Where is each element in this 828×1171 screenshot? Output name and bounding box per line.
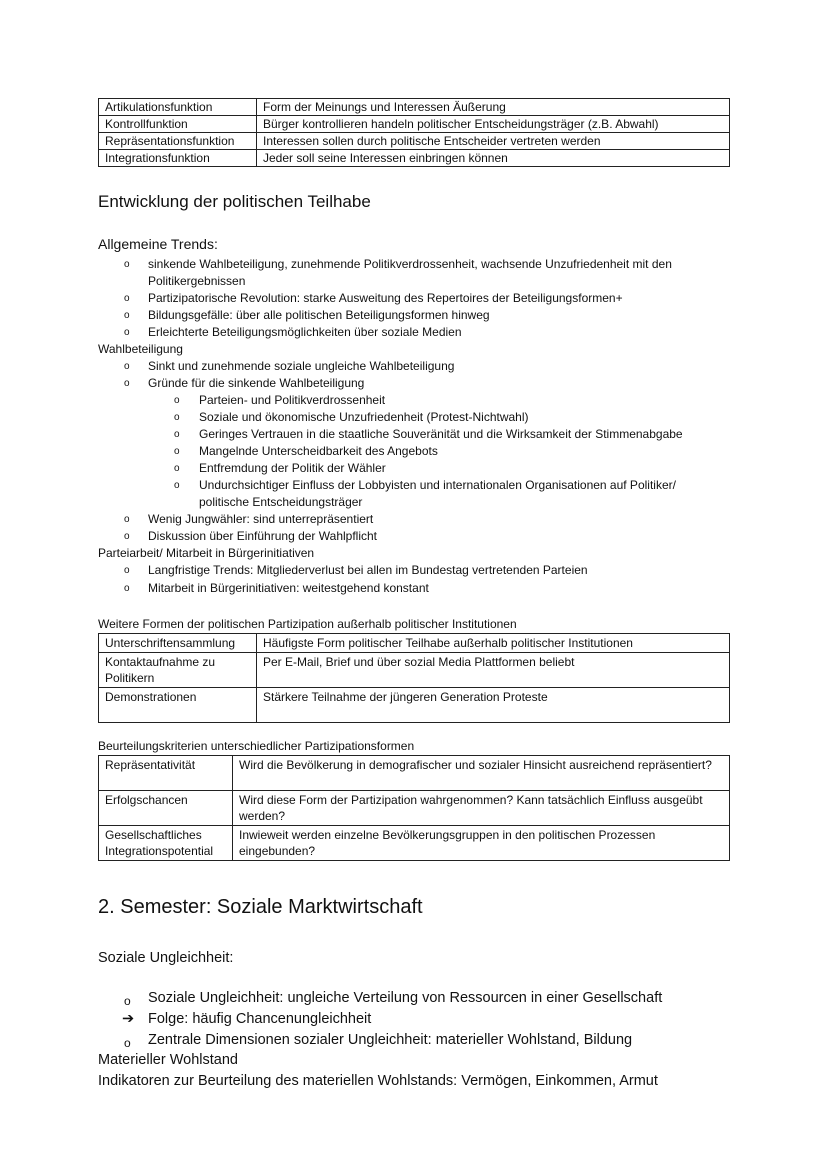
table-cell: Jeder soll seine Interessen einbringen können <box>257 150 730 167</box>
table-row <box>99 116 730 133</box>
list-item: Sinkt und zunehmende soziale ungleiche Wahlbeteiligung <box>148 359 455 373</box>
table-row <box>99 791 730 826</box>
table-cell: Erfolgschancen <box>99 791 233 826</box>
arrow-icon: ➔ <box>122 1011 135 1027</box>
table-row <box>99 688 730 723</box>
bullet-icon: o <box>174 463 180 474</box>
list-item: Soziale und ökonomische Unzufriedenheit (Protest-Nichtwahl) <box>199 410 529 424</box>
list-item: sinkende Wahlbeteiligung, zunehmende Politikverdrossenheit, wachsende Unzufriedenheit mit den <box>148 257 672 271</box>
bullet-icon: o <box>174 446 180 457</box>
bullet-icon: o <box>124 531 130 542</box>
semester-heading: 2. Semester: Soziale Marktwirtschaft <box>98 896 423 918</box>
table-cell: Integrationsfunktion <box>99 150 257 167</box>
table-row <box>99 756 730 791</box>
list-item: Partizipatorische Revolution: starke Ausweitung des Repertoires der Beteiligungsformen+ <box>148 291 623 305</box>
bullet-icon: o <box>174 395 180 406</box>
list-item: Undurchsichtiger Einfluss der Lobbyisten und internationalen Organisationen auf Politiker/ <box>199 478 676 492</box>
list-item: Folge: häufig Chancenungleichheit <box>148 1011 372 1027</box>
bullet-icon: o <box>124 514 130 525</box>
bullet-icon: o <box>124 583 130 594</box>
partei-heading: Parteiarbeit/ Mitarbeit in Bürgerinitiativen <box>98 546 315 560</box>
ungleichheit-heading: Soziale Ungleichheit: <box>98 950 234 966</box>
trends-heading: Allgemeine Trends: <box>98 236 218 252</box>
text-line: Indikatoren zur Beurteilung des materiellen Wohlstands: Vermögen, Einkommen, Armut <box>98 1073 658 1089</box>
table-cell: Repräsentativität <box>99 756 233 791</box>
table-cell: Artikulationsfunktion <box>99 99 257 116</box>
table-caption: Weitere Formen der politischen Partizipation außerhalb politischer Institutionen <box>98 617 517 631</box>
table-row <box>99 826 730 861</box>
table-cell: Inwieweit werden einzelne Bevölkerungsgruppen in den politischen Prozessen eingebunden? <box>233 826 730 861</box>
table-cell: Kontrollfunktion <box>99 116 257 133</box>
list-item: Wenig Jungwähler: sind unterrepräsentiert <box>148 512 374 526</box>
list-item: Mitarbeit in Bürgerinitiativen: weitestgehend konstant <box>148 581 429 595</box>
table-row <box>99 133 730 150</box>
bullet-icon: o <box>174 412 180 423</box>
wahl-heading: Wahlbeteiligung <box>98 342 183 356</box>
list-item: Entfremdung der Politik der Wähler <box>199 461 386 475</box>
list-item: Erleichterte Beteiligungsmöglichkeiten über soziale Medien <box>148 325 462 339</box>
table-cell: Kontaktaufnahme zu Politikern <box>99 653 257 688</box>
table-cell: Gesellschaftliches Integrationspotential <box>99 826 233 861</box>
table-cell: Häufigste Form politischer Teilhabe außerhalb politischer Institutionen <box>257 634 730 653</box>
list-item: politische Entscheidungsträger <box>199 495 363 509</box>
bullet-icon: o <box>174 480 180 491</box>
bullet-icon: o <box>174 429 180 440</box>
table-cell: Interessen sollen durch politische Entscheider vertreten werden <box>257 133 730 150</box>
table-cell: Per E-Mail, Brief und über sozial Media Plattformen beliebt <box>257 653 730 688</box>
table-cell: Stärkere Teilnahme der jüngeren Generation Proteste <box>257 688 730 723</box>
list-item: Politikergebnissen <box>148 274 246 288</box>
bullet-icon: o <box>124 293 130 304</box>
bullet-icon: o <box>124 994 131 1008</box>
criteria-table <box>98 755 730 861</box>
text-line: Materieller Wohlstand <box>98 1052 238 1068</box>
bullet-icon: o <box>124 361 130 372</box>
table-row <box>99 150 730 167</box>
list-item: Soziale Ungleichheit: ungleiche Verteilung von Ressourcen in einer Gesellschaft <box>148 990 663 1006</box>
forms-table <box>98 633 730 723</box>
list-item: Gründe für die sinkende Wahlbeteiligung <box>148 376 365 390</box>
table-row <box>99 99 730 116</box>
table-cell: Wird diese Form der Partizipation wahrgenommen? Kann tatsächlich Einfluss ausgeübt werden? <box>233 791 730 826</box>
bullet-icon: o <box>124 259 130 270</box>
table-cell: Demonstrationen <box>99 688 257 723</box>
list-item: Diskussion über Einführung der Wahlpflicht <box>148 529 378 543</box>
table-cell: Repräsentationsfunktion <box>99 133 257 150</box>
table-cell: Wird die Bevölkerung in demografischer und sozialer Hinsicht ausreichend repräsentiert? <box>233 756 730 791</box>
list-item: Bildungsgefälle: über alle politischen Beteiligungsformen hinweg <box>148 308 490 322</box>
bullet-icon: o <box>124 310 130 321</box>
list-item: Langfristige Trends: Mitgliederverlust bei allen im Bundestag vertretenden Parteien <box>148 563 588 577</box>
list-item: Mangelnde Unterscheidbarkeit des Angebots <box>199 444 438 458</box>
table-cell: Bürger kontrollieren handeln politischer Entscheidungsträger (z.B. Abwahl) <box>257 116 730 133</box>
list-item: Parteien- und Politikverdrossenheit <box>199 393 386 407</box>
table-cell: Form der Meinungs und Interessen Äußerung <box>257 99 730 116</box>
table-row <box>99 653 730 688</box>
bullet-icon: o <box>124 1036 131 1050</box>
list-item: Geringes Vertrauen in die staatliche Souveränität und die Wirksamkeit der Stimmenabgabe <box>199 427 683 441</box>
list-item: Zentrale Dimensionen sozialer Ungleichheit: materieller Wohlstand, Bildung <box>148 1032 633 1048</box>
bullet-icon: o <box>124 327 130 338</box>
functions-table <box>98 98 730 167</box>
table-row <box>99 634 730 653</box>
bullet-icon: o <box>124 378 130 389</box>
table-caption: Beurteilungskriterien unterschiedlicher Partizipationsformen <box>98 739 415 753</box>
bullet-icon: o <box>124 565 130 576</box>
section-heading: Entwicklung der politischen Teilhabe <box>98 192 371 211</box>
table-cell: Unterschriftensammlung <box>99 634 257 653</box>
